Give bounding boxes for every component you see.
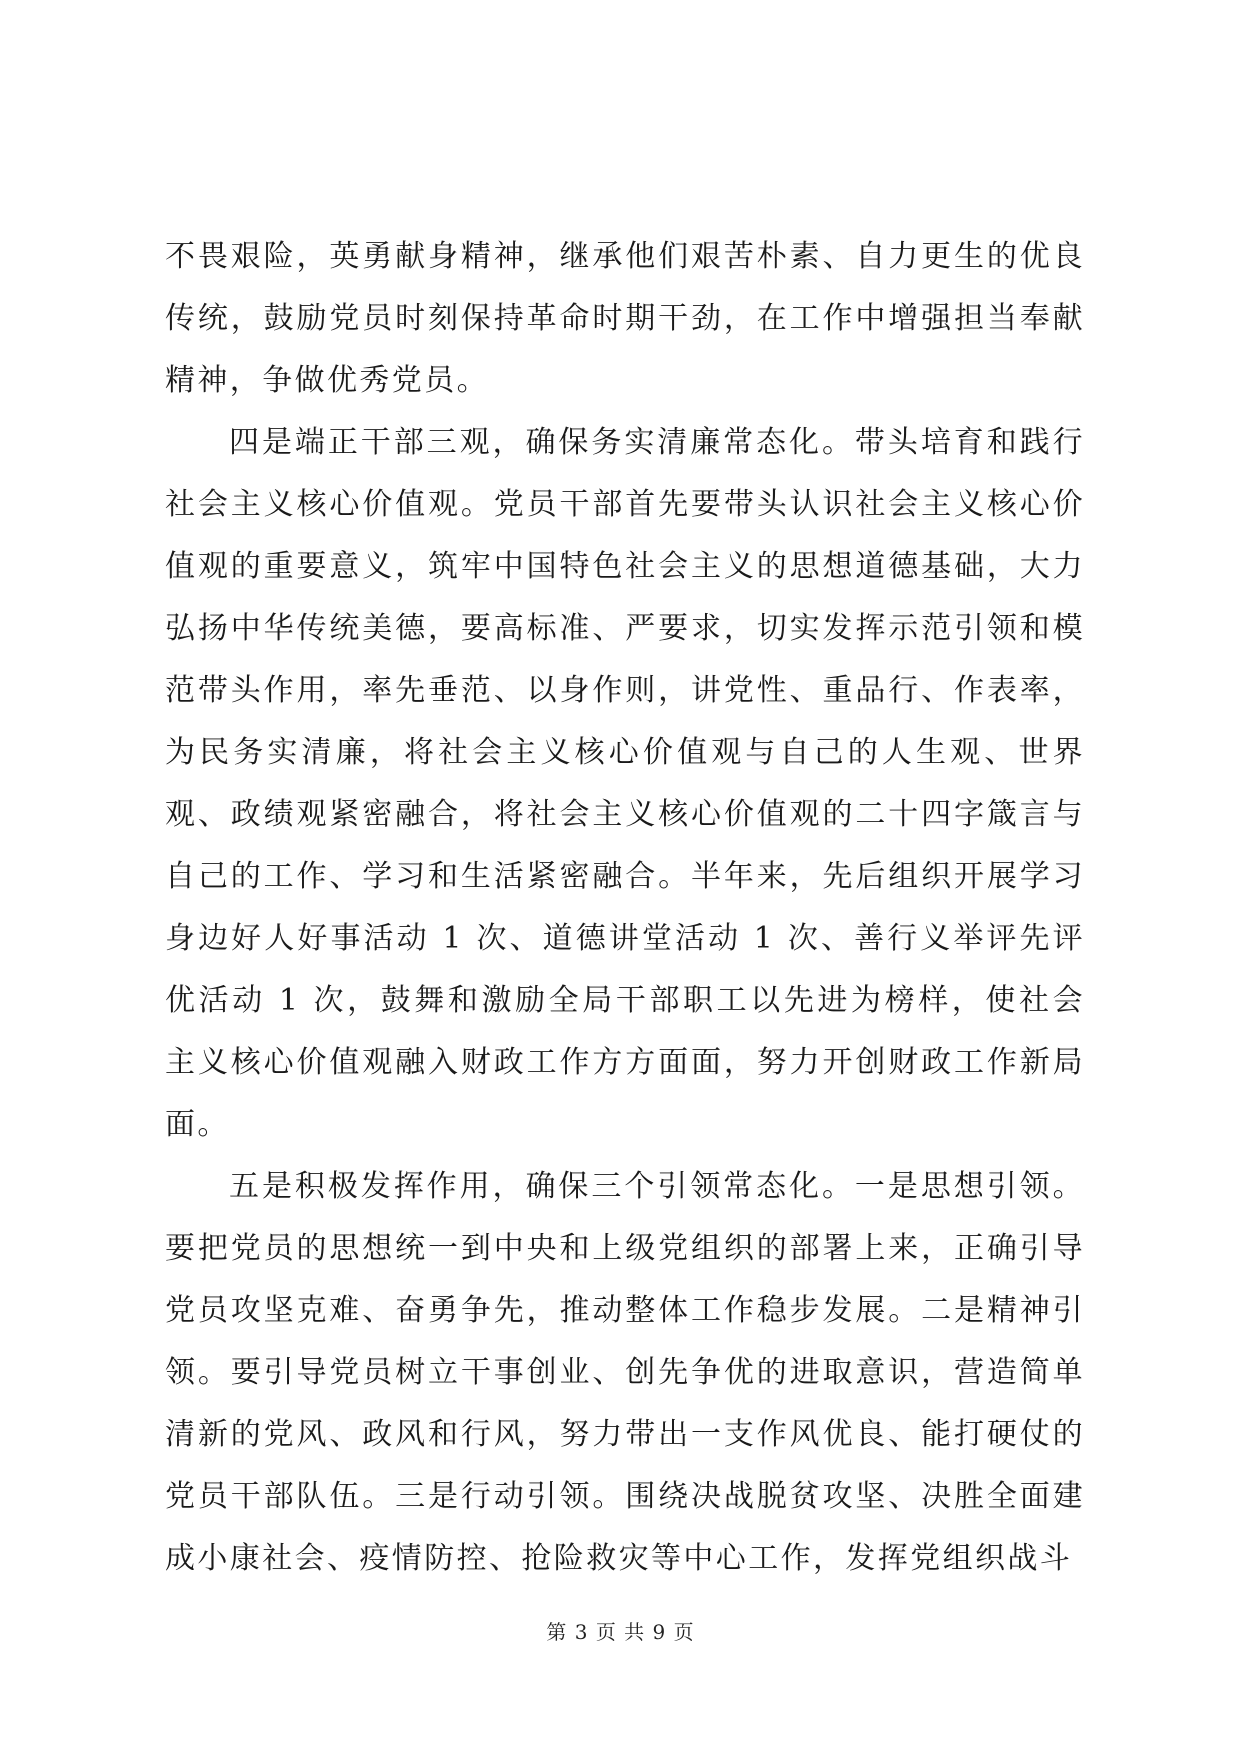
paragraph-continuation: 不畏艰险，英勇献身精神，继承他们艰苦朴素、自力更生的优良传统，鼓励党员时刻保持革命时期干劲，在工作中增强担当奉献精神，争做优秀党员。 bbox=[165, 239, 1085, 398]
paragraph-section-five: 五是积极发挥作用，确保三个引领常态化。一是思想引领。要把党员的思想统一到中央和上级党组织的部署上来，正确引导党员攻坚克难、奋勇争先，推动整体工作稳步发展。二是精神引领。要引导党员树立干事创业、创先争优的进取意识，营造简单清新的党风、政风和行风，努力带出一支作风优良、能打硬仗的党员干部队伍。三是行动引领。围绕决战脱贫攻坚、决胜全面建成小康社会、疫情防控、抢险救灾等中心工作，发挥党组织战斗 bbox=[165, 1169, 1085, 1576]
page-number-footer: 第 3 页 共 9 页 bbox=[546, 1620, 695, 1644]
paragraph-section-four: 四是端正干部三观，确保务实清廉常态化。带头培育和践行社会主义核心价值观。党员干部首先要带头认识社会主义核心价值观的重要意义，筑牢中国特色社会主义的思想道德基础，大力弘扬中华传统美德，要高标准、严要求，切实发挥示范引领和模范带头作用，率先垂范、以身作则，讲党性、重品行、作表率，为民务实清廉，将社会主义核心价值观与自己的人生观、世界观、政绩观紧密融合，将社会主义核心价值观的二十四字箴言与自己的工作、学习和生活紧密融合。半年来，先后组织开展学习身边好人好事活动 1 次、道德讲堂活动 1 次、善行义举评先评优活动 1 次，鼓舞和激励全局干部职工以先进为榜样，使社会主义核心价值观融入财政工作方方面面，努力开创财政工作新局面。 bbox=[165, 425, 1085, 1142]
document-body bbox=[165, 226, 1085, 1590]
